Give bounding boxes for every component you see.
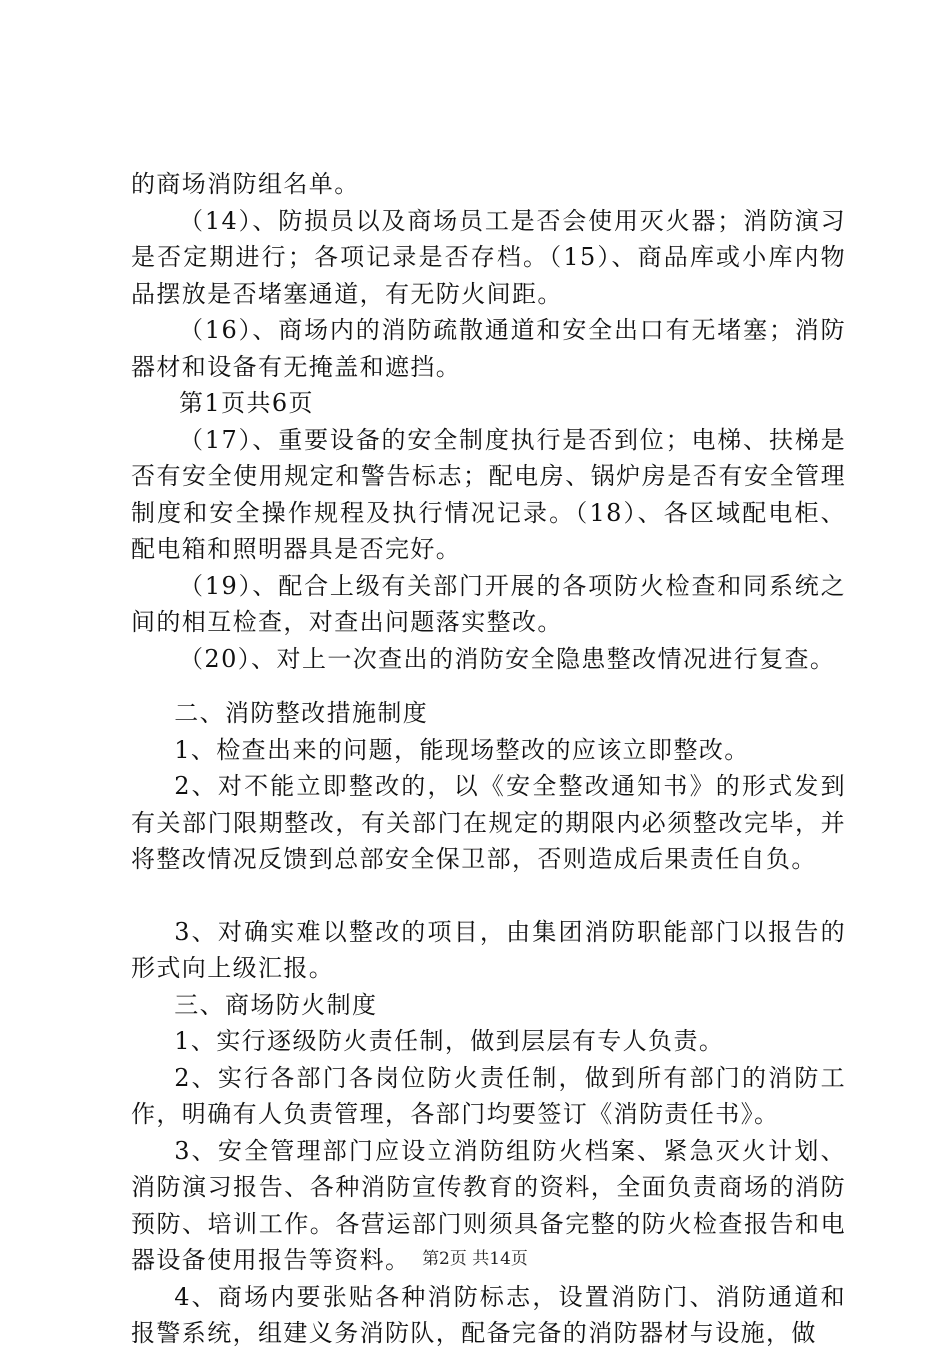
section-heading-rectification: 二、消防整改措施制度 <box>174 699 429 727</box>
paragraph-rectification-3: 3、对确实难以整改的项目，由集团消防职能部门以报告的形式向上级汇报。 <box>131 917 846 982</box>
paragraph-fire-prevention-2: 2、实行各部门各岗位防火责任制，做到所有部门的消防工作，明确有人负责管理，各部门均要签订《消防责任书》。 <box>131 1063 846 1128</box>
paragraph-fire-prevention-4: 4、商场内要张贴各种消防标志，设置消防门、消防通道和报警系统，组建义务消防队，配备完备的消防器材与设施，做 <box>131 1282 846 1347</box>
section-heading-fire-prevention: 三、商场防火制度 <box>174 990 378 1019</box>
paragraph-item-19: （19）、配合上级有关部门开展的各项防火检查和同系统之间的相互检查，对查出问题落实整改。 <box>131 571 846 636</box>
paragraph-item-17-18: （17）、重要设备的安全制度执行是否到位；电梯、扶梯是否有安全使用规定和警告标志；配电房、锅炉房是否有安全管理制度和安全操作规程及执行情况记录。（18）、各区域配电柜、配电箱和照明器具是否完好。 <box>131 425 846 563</box>
paragraph-item-14-15: （14）、防损员以及商场员工是否会使用灭火器；消防演习是否定期进行；各项记录是否存档。（15）、商品库或小库内物品摆放是否堵塞通道，有无防火间距。 <box>131 206 846 308</box>
paragraph-fire-prevention-1: 1、实行逐级防火责任制，做到层层有专人负责。 <box>174 1027 725 1055</box>
paragraph-continuation: 的商场消防组名单。 <box>131 170 360 198</box>
paragraph-rectification-1: 1、检查出来的问题，能现场整改的应该立即整改。 <box>174 735 750 764</box>
inline-page-marker: 第1页共6页 <box>179 389 314 417</box>
spacer <box>131 878 846 914</box>
paragraph-item-16: （16）、商场内的消防疏散通道和安全出口有无堵塞；消防器材和设备有无掩盖和遮挡。 <box>131 316 846 381</box>
paragraph-rectification-2: 2、对不能立即整改的，以《安全整改通知书》的形式发到有关部门限期整改，有关部门在规定的期限内必须整改完毕，并将整改情况反馈到总部安全保卫部，否则造成后果责任自负。 <box>131 772 846 873</box>
spacer <box>131 677 846 695</box>
page-footer: 第2页 共14页 <box>422 1249 528 1269</box>
paragraph-item-20: （20）、对上一次查出的消防安全隐患整改情况进行复查。 <box>179 644 836 673</box>
paragraph-fire-prevention-3: 3、安全管理部门应设立消防组防火档案、紧急灭火计划、消防演习报告、各种消防宣传教育的资料，全面负责商场的消防预防、培训工作。各营运部门则须具备完整的防火检查报告和电器设备使用报告等资料。 <box>131 1136 846 1274</box>
document-body <box>131 166 846 1352</box>
